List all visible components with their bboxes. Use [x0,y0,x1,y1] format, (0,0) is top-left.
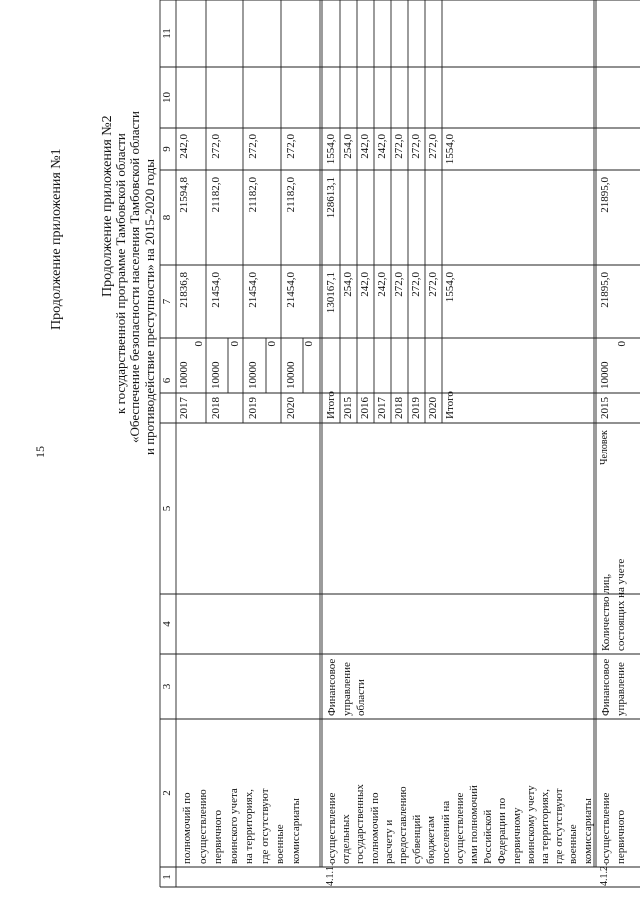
line: государственных [354,784,367,864]
subtitle-line-1: к государственной программе Тамбовской области [113,133,128,414]
col-header-4: 4 [161,621,173,627]
subtitle-line-2: «Обеспечение безопасности населения Тамбовской области [127,111,142,443]
page-number: 15 [33,446,47,458]
line: первичного [212,809,224,864]
line: ими полномочий [468,785,481,864]
a-c7-2017: 21836,8 [178,272,190,308]
line: поселений на [439,800,452,864]
line: на территориях, [243,789,255,864]
b-year-2020: 2020 [427,397,439,419]
block-b-executor [325,656,369,716]
b-total2-c7: 1554,0 [444,272,456,303]
a-code2-2019: 0 [266,341,278,347]
col-header-8: 8 [161,214,173,221]
col-header-2: 2 [161,790,173,796]
c-c8: 21895,0 [599,177,611,213]
line: осуществлению [196,789,209,864]
a-code-2017: 10000 [178,361,190,389]
block-a-description [180,724,304,864]
b-c9-2016: 242,0 [359,134,371,159]
b-c7-2018: 272,0 [393,272,405,297]
line: комиссариаты [581,798,594,864]
line: Финансовое [600,658,612,716]
b-year-2017: 2017 [376,397,388,419]
appendix-title: Продолжение приложения №2 [100,115,115,297]
b-c7-2015: 254,0 [342,272,354,297]
a-code-2018: 10000 [210,361,222,389]
a-code2-2018: 0 [229,341,241,347]
line: предоставлению [397,786,410,864]
a-c7-2019: 21454,0 [247,272,259,308]
block-b-description [325,724,595,864]
line: военные [567,824,580,864]
col-header-6: 6 [161,377,173,384]
line: воинскому учету [524,785,537,864]
b-c7-2017: 242,0 [376,272,388,297]
b-c7-2016: 242,0 [359,272,371,297]
line: управление [614,662,627,716]
line: первичному [510,807,523,864]
line: военные [274,824,286,864]
line: осуществление [453,792,466,864]
a-c9-2017: 242,0 [178,134,190,159]
line: первичного [614,809,627,864]
b-total2-label: Итого [444,391,456,419]
c-code2: 0 [616,341,628,347]
b-c9-2019: 272,0 [410,134,422,159]
line: где отсутствуют [258,788,271,864]
a-code-2020: 10000 [285,361,297,389]
line: бюджетам [425,816,438,864]
b-number: 4.1.1. [325,863,336,886]
block-c-indicator [599,551,628,651]
a-year-2020: 2020 [285,397,297,419]
col-header-10: 10 [161,92,173,103]
line: полномочий по [368,792,381,864]
b-year-2018: 2018 [393,397,405,419]
a-c9-2019: 272,0 [247,134,259,159]
col-header-7: 7 [161,298,173,305]
a-year-2018: 2018 [210,397,222,419]
line: Российской [482,809,495,864]
col-header-5: 5 [161,505,173,512]
a-c7-2018: 21454,0 [210,272,222,308]
line: расчету и [382,819,395,864]
a-c9-2018: 272,0 [210,134,222,159]
line: осуществление [600,792,612,864]
c-number: 4.1.2. [599,863,610,886]
line: управление [340,662,353,716]
line: Федерации по [496,797,509,864]
line: комиссариаты [289,798,302,864]
c-code: 10000 [599,361,611,389]
b-total1-c8: 128613,1 [325,177,337,219]
a-year-2019: 2019 [247,397,259,419]
b-total1-c7: 130167,1 [325,272,337,314]
c-year: 2015 [599,397,611,419]
line: воинского учета [227,788,240,864]
line: осуществление [326,792,338,864]
b-year-2015: 2015 [342,397,354,419]
col-header-1: 1 [161,874,173,880]
line: на территориях, [539,789,552,864]
b-total2-c9: 1554,0 [444,134,456,165]
continuation-title: Продолжение приложения №1 [49,148,64,330]
line: состоящих на учете [614,558,627,651]
a-c8-2019: 21182,0 [247,177,259,213]
b-year-2019: 2019 [410,397,422,419]
b-c9-2017: 242,0 [376,134,388,159]
b-total1-label: Итого [325,391,337,419]
a-c8-2018: 21182,0 [210,177,222,213]
a-c8-2017: 21594,8 [178,177,190,213]
col-header-9: 9 [161,146,173,152]
a-code-2019: 10000 [247,361,259,389]
c-c7: 21895,0 [599,272,611,308]
col-header-11: 11 [161,28,173,39]
b-total1-c9: 1554,0 [325,134,337,165]
block-c-description [599,724,628,864]
a-c7-2020: 21454,0 [285,272,297,308]
b-c7-2020: 272,0 [427,272,439,297]
a-c8-2020: 21182,0 [285,177,297,213]
line: полномочий по [181,792,193,864]
a-code2-2020: 0 [303,341,315,347]
line: Количество лиц, [600,573,612,651]
b-year-2016: 2016 [359,397,371,419]
line: области [355,679,367,716]
block-c-executor [599,656,628,716]
b-c9-2015: 254,0 [342,134,354,159]
a-code2-2017: 0 [193,341,205,347]
a-year-2017: 2017 [178,397,190,419]
line: Финансовое [326,658,338,716]
subtitle-line-3: и противодействие преступности» на 2015-2020 годы [142,159,157,455]
line: где отсутствуют [553,788,566,864]
b-c9-2020: 272,0 [427,134,439,159]
line: субвенций [411,814,424,864]
col-header-3: 3 [161,683,173,690]
a-c9-2020: 272,0 [285,134,297,159]
b-c7-2019: 272,0 [410,272,422,297]
b-c9-2018: 272,0 [393,134,405,159]
c-unit: Человек [599,430,610,465]
line: отдельных [340,814,353,864]
